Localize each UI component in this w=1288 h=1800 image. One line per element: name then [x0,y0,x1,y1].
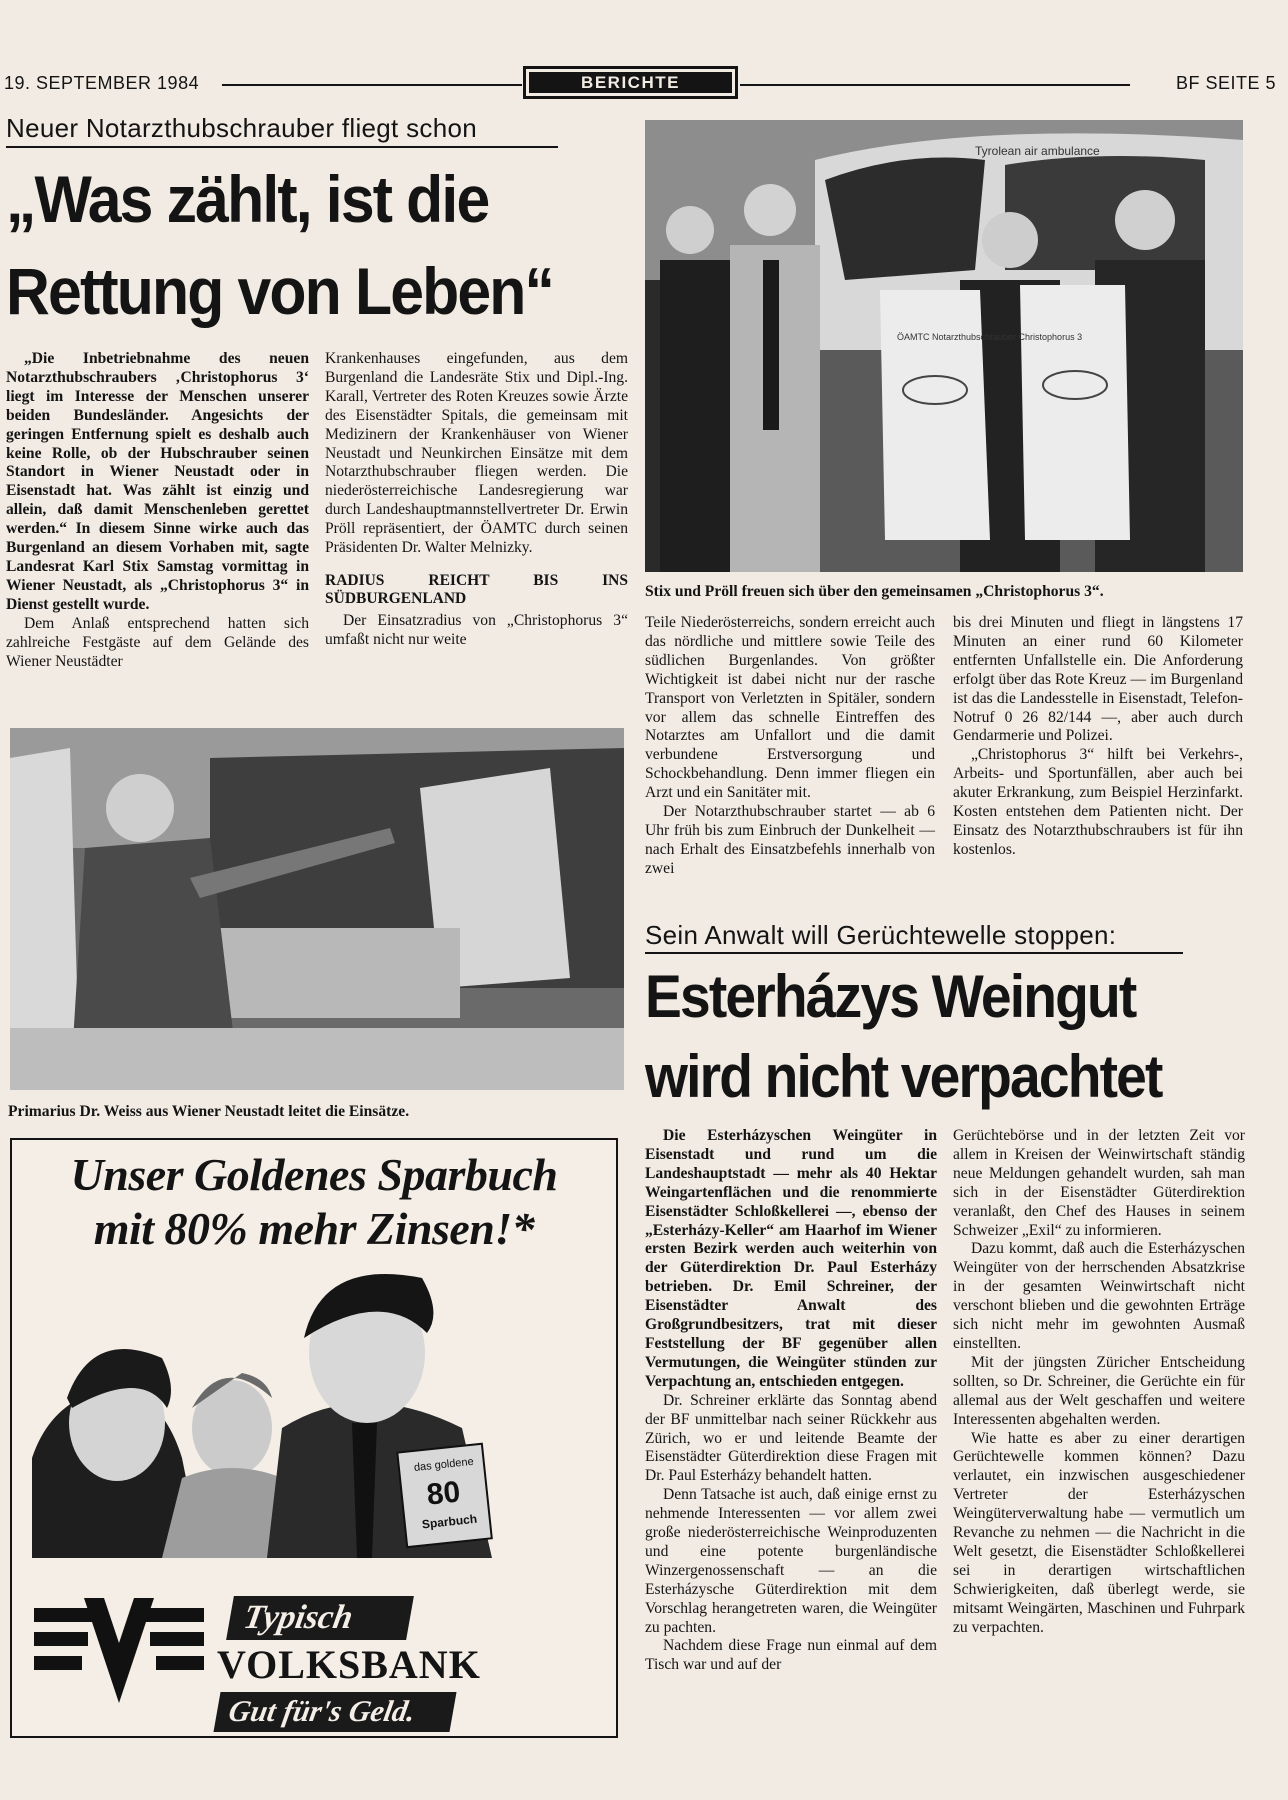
article2-paragraph: Gerüchtebörse und in der letzten Zeit vor allem in Kreisen der Weinwirtschaft ständig neue Meldungen gehandelt wurden, sah man sich in der Eisenstädter Güterdirektion veranlaßt, den Chef des Hauses in seinem Schweizer „Exil“ zu informieren. [953,1127,1245,1239]
slogan-gut-fuers-geld: Gut für's Geld. [213,1692,456,1732]
article1-lead: „Die Inbetriebnahme des neuen Notarzthubschraubers ‚Christophorus 3‘ liegt im Interesse der Menschen unserer beiden Bundesländer. Angesichts der geringen Entfernung spielt es deshalb auch keine Rolle, ob der Hubschrauber seinen Standort in Wiener Neustadt oder in Eisenstadt hat. Was zählt ist einzig und allein, daß damit Menschenleben gerettet werden.“ In diesem Sinne wirke auch das Burgenland an diesem Vorhaben mit, sagte Landesrat Karl Stix Samstag vormittag in Wiener Neustadt, als „Christophorus 3“ in Dienst gestellt wurde. [6,350,309,613]
article1-column-4 [953,614,1243,860]
article2-paragraph: Denn Tatsache ist auch, daß einige ernst zu nehmende Interessenten — vor allem zwei große niederösterreichische Weinproduzenten und eine potente burgenländische Winzergenossenschaft — an die Esterházysche Güterdirektion mit dem Vorschlag herangetreten waren, die Weingüter zu pachten. [645,1486,937,1636]
header-rule-right [740,84,1130,86]
article1-paragraph: Der Einsatzradius von „Christophorus 3“ umfaßt nicht nur weite [325,611,628,648]
article2-headline-line2: wird nicht verpachtet [645,1043,1162,1110]
article1-paragraph: Der Notarzthubschrauber startet — ab 6 Uhr früh bis zum Einbruch der Dunkelheit — nach Erhalt des Einsatzbefehls innerhalb von zwei [645,803,935,877]
sparbuch-label-1: das goldene [413,1455,475,1474]
section-label-box [523,66,738,99]
photo1-caption: Stix und Pröll freuen sich über den gemeinsamen „Christophorus 3“. [645,583,1104,600]
volksbank-advertisement [10,1138,618,1738]
header-rule-left [222,84,522,86]
article2-kicker: Sein Anwalt will Gerüchtewelle stoppen: [645,920,1117,950]
article2-kicker-rule [645,952,1183,954]
article1-column-2 [325,350,628,650]
article1-column-1 [6,350,309,671]
ad-headline-line1: Unser Goldenes Sparbuch [70,1149,558,1200]
article1-paragraph: bis drei Minuten und fliegt in längstens 17 Minuten an einer rund 60 Kilometer entfernten Unfallstelle ein. Die Anforderung erfolgt über das Rote Kreuz — im Burgenland ist das die Landesstelle in Eisenstadt, Telefon-Notruf 0 26 82/144 —, aber auch durch Gendarmerie und Polizei. [953,614,1243,745]
slogan-typisch: Typisch [226,1596,414,1640]
article1-subhead: RADIUS REICHT BIS INS SÜDBURGENLAND [325,571,628,607]
photo-doctor-graphic [10,728,624,1090]
shirt-label: ÖAMTC Notarzthubschrauber Christophorus 3 [897,332,1083,342]
article1-kicker: Neuer Notarzthubschrauber fliegt schon [6,113,477,143]
article1-headline-line1: „Was zählt, ist die [6,162,489,236]
article1-kicker-rule [6,146,558,148]
sparbuch-label-2: 80 [425,1475,462,1512]
article2-lead: Die Esterházyschen Weingüter in Eisenstadt und rund um die Landeshauptstadt — mehr als 40 Hektar Weingartenflächen und die renommierte Eisenstädter Schloßkellerei —, ebenso der „Esterházy-Keller“ am Haarhof im Wiener ersten Bezirk werden auch weiterhin von der Güterdirektion Dr. Paul Esterházy betrieben. Dr. Emil Schreiner, der Eisenstädter Anwalt des Großgrundbesitzers, trat mit dieser Feststellung der BF gegenüber allen Vermutungen, die Weingüter stünden zur Verpachtung an, entschieden entgegen. [645,1127,937,1390]
photo2-caption: Primarius Dr. Weiss aus Wiener Neustadt leitet die Einsätze. [8,1103,410,1120]
article1-paragraph: „Christophorus 3“ hilft bei Verkehrs-, Arbeits- und Sportunfällen, aber auch bei akuter Erkrankung, zum Beispiel Herzinfarkt. Kosten entstehen dem Patienten nicht. Der Einsatz des Notarzthubschraubers ist für ihn kostenlos. [953,746,1243,858]
issue-date: 19. SEPTEMBER 1984 [4,73,200,93]
article2-headline-line1: Esterházys Weingut [645,963,1136,1030]
article1-paragraph: Krankenhauses eingefunden, aus dem Burgenland die Landesräte Stix und Dipl.-Ing. Karall, Vertreter des Roten Kreuzes sowie Ärzte des Eisenstädter Spitals, die gemeinsam mit Medizinern der Krankenhäuser von Wiener Neustadt und Neunkirchen Einsätze mit dem Notarzthubschrauber fliegen werden. Die niederösterreichische Landesregierung war durch Landeshauptmannstellvertreter Dr. Erwin Pröll repräsentiert, der ÖAMTC durch seinen Präsidenten Dr. Walter Melnizky. [325,350,628,557]
section-label: BERICHTE [529,72,732,93]
slogan-volksbank: VOLKSBANK [217,1642,481,1687]
heli-label: Tyrolean air ambulance [975,144,1100,158]
page-number: BF SEITE 5 [1175,73,1276,93]
article2-paragraph: Dr. Schreiner erklärte das Sonntag abend der BF unmittelbar nach seiner Rückkehr aus Zürich, wo er und leitende Beamte der Eisenstädter Güterdirektion diese Fragen mit Dr. Paul Esterházy behandelt hatten. [645,1391,937,1485]
article1-paragraph: Dem Anlaß entsprechend hatten sich zahlreiche Festgäste auf dem Gelände des Wiener Neustädter [6,614,309,670]
sparbuch-label-3: Sparbuch [421,1511,478,1532]
article1-paragraph: Teile Niederösterreichs, sondern erreicht auch das nördliche und mittlere sowie Teile des südlichen Burgenlandes. Von größter Wichtigkeit ist dabei nicht nur der rasche Transport von Verletzten in Spitäler, sondern vor allem das schnelle Eintreffen des Notarztes am Unfallort und die damit verbundene Erstversorgung und Schockbehandlung. Denn immer fliegen ein Arzt und ein Sanitäter mit. [645,614,935,802]
photo-officials-helicopter [645,120,1243,572]
article2-paragraph: Mit der jüngsten Züricher Entscheidung sollten, so Dr. Schreiner, die Gerüchte ein für allemal aus der Welt geschaffen und weitere Interessenten abgehalten werden. [953,1353,1245,1428]
article2-column-1 [645,1127,937,1675]
article1-column-3 [645,614,935,879]
article2-column-2 [953,1127,1245,1637]
ad-headline-line2: mit 80% mehr Zinsen!* [93,1203,535,1254]
volksbank-logo-icon [34,1598,204,1708]
article2-paragraph: Wie hatte es aber zu einer derartigen Gerüchtewelle kommen können? Dazu verlautet, ein inzwischen ausgeschiedener Vertreter der Esterházyschen Weingüterverwaltung habe — vermutlich um Revanche zu nehmen — die Nachricht in die Welt gesetzt, die Eisenstädter Schloßkellerei sei in derartigen wirtschaftlichen Schwierigkeiten, daß überlegt werde, sie mitsamt Weingärten, Maschinen und Fuhrpark zu verpachten. [953,1429,1245,1636]
article2-paragraph: Nachdem diese Frage nun einmal auf dem Tisch war und auf der [645,1637,937,1674]
article1-headline-line2: Rettung von Leben“ [6,254,554,328]
photo-officials-graphic [645,120,1243,572]
ad-family-photo [32,1258,602,1558]
photo-doctor-equipment [10,728,624,1090]
article2-paragraph: Dazu kommt, daß auch die Esterházyschen Weingüter von der herrschenden Absatzkrise in der gesamten Weinwirtschaft nicht verschont blieben und die gewohnten Erträge sich nicht mehr im gewohnten Ausmaß einstellten. [953,1240,1245,1352]
